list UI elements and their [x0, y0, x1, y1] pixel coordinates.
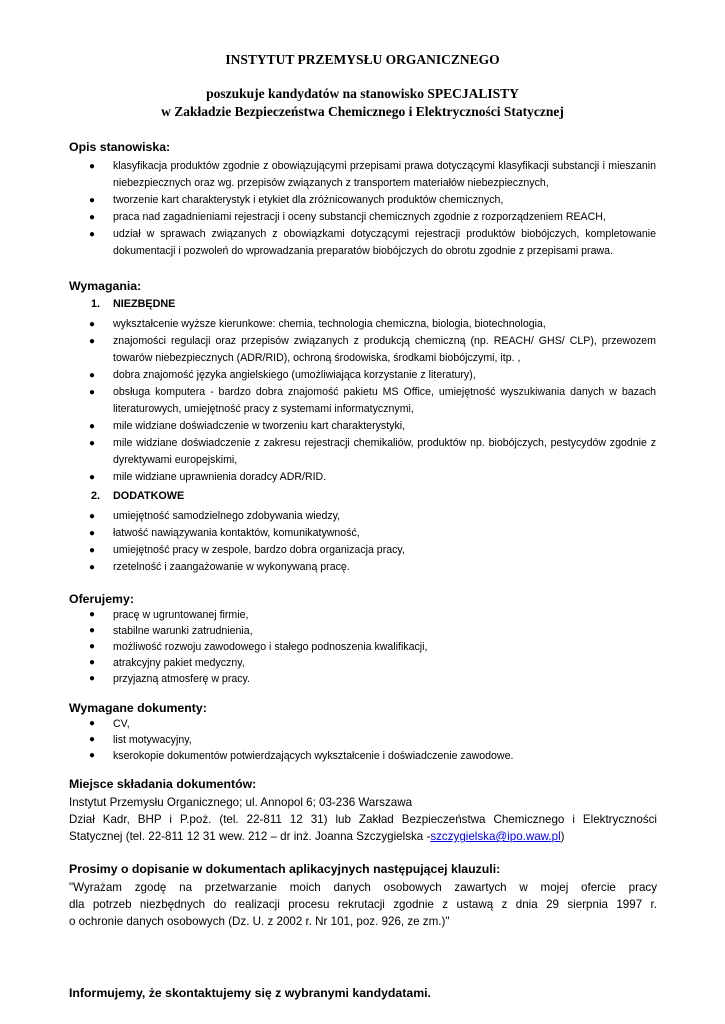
submission-address — [69, 794, 657, 845]
list-item: ● praca nad zagadnieniami rejestracji i oceny substancji chemicznych zgodnie z rozporządzeniem REACH, — [0, 209, 656, 226]
bullet-icon: ● — [89, 718, 96, 729]
bullet-icon: ● — [89, 734, 96, 745]
bullet-icon: ● — [89, 319, 96, 330]
list-item: ● tworzenie kart charakterystyk i etykiet dla zróżnicowanych produktów chemicznych, — [0, 192, 656, 209]
list-item: ● rzetelność i zaangażowanie w wykonywaną pracę. — [0, 559, 656, 576]
bullet-icon: ● — [89, 641, 96, 652]
list-item: ● klasyfikacja produktów zgodnie z obowiązującymi przepisami prawa dotyczącymi klasyfikacji substancji i mieszanin niebezpiecznych oraz wg. przepisów związanych z transportem materiałów niebezpiecznych, — [89, 160, 656, 189]
clause-line: o ochronie danych osobowych (Dz. U. z 2002 r. Nr 101, poz. 926, ze zm.)" — [69, 915, 450, 928]
bullet-icon: ● — [89, 212, 96, 223]
clause-heading: Prosimy o dopisanie w dokumentach aplikacyjnych następującej klauzuli: — [69, 862, 501, 876]
email-link[interactable]: szczygielska@ipo.waw.pl — [430, 830, 561, 843]
clause-line: "Wyrażam zgodę na przetwarzanie moich danych osobowych zawartych w mojej ofercie pracy — [69, 881, 657, 894]
bullet-icon: ● — [89, 545, 96, 556]
bullet-icon: ● — [89, 387, 96, 398]
contact-note: Informujemy, że skontaktujemy się z wybranymi kandydatami. — [69, 986, 431, 1000]
list-item: ● przyjazną atmosferę w pracy. — [89, 673, 250, 685]
bullet-icon: ● — [89, 657, 96, 668]
position-title: poszukuje kandydatów na stanowisko SPECJALISTY — [206, 86, 519, 101]
submission-heading: Miejsce składania dokumentów: — [69, 777, 257, 791]
list-item: ● łatwość nawiązywania kontaktów, komunikatywność, — [0, 525, 656, 542]
list-item: ● obsługa komputera - bardzo dobra znajomość pakietu MS Office, umiejętność wyszukiwania danych w bazach literaturowych, umiejętność pracy z systemami informatycznymi, — [89, 386, 656, 415]
documents-list — [0, 716, 656, 764]
list-item: ● pracę w ugruntowanej firmie, — [89, 609, 249, 621]
bullet-icon: ● — [89, 625, 96, 636]
bullet-icon: ● — [89, 370, 96, 381]
list-item: ● list motywacyjny, — [89, 734, 192, 746]
list-item: ● udział w sprawach związanych z obowiązkami dotyczącymi rejestracji produktów biobójczych, kompletowanie dokumentacji i pozwoleń do wprowadzania preparatów biobójczych do obrotu zgodnie z przepisami prawa. — [89, 228, 656, 257]
offer-list — [0, 607, 656, 687]
bullet-icon: ● — [89, 161, 96, 172]
bullet-icon: ● — [89, 472, 96, 483]
clause-text — [69, 879, 657, 930]
additional-subheading: 2. DODATKOWE — [91, 490, 185, 502]
clause-line: dla potrzeb niezbędnych do realizacji procesu rekrutacji zgodnie z ustawą z dnia 29 sierpnia 1997 r. — [69, 898, 657, 911]
list-item: ● mile widziane doświadczenie z zakresu rejestracji chemikaliów, produktów np. biobójczych, pestycydów zgodnie z dyrektywami europejskimi, — [89, 437, 656, 466]
list-item: ● umiejętność samodzielnego zdobywania wiedzy, — [0, 508, 656, 525]
list-item: ● atrakcyjny pakiet medyczny, — [89, 657, 245, 669]
institute-title: INSTYTUT PRZEMYSŁU ORGANICZNEGO — [225, 52, 500, 67]
job-description-heading: Opis stanowiska: — [69, 140, 171, 154]
offer-heading: Oferujemy: — [69, 592, 134, 606]
bullet-icon: ● — [89, 511, 96, 522]
list-item: ● dobra znajomość języka angielskiego (umożliwiająca korzystanie z literatury), — [0, 367, 656, 384]
bullet-icon: ● — [89, 421, 96, 432]
bullet-icon: ● — [89, 609, 96, 620]
list-item: ● CV, — [89, 718, 130, 730]
bullet-icon: ● — [89, 750, 96, 761]
bullet-icon: ● — [89, 673, 96, 684]
essential-subheading: 1. NIEZBĘDNE — [91, 298, 176, 310]
bullet-icon: ● — [89, 195, 96, 206]
bullet-icon: ● — [89, 438, 96, 449]
address-line: Statycznej (tel. 22-811 12 31 wew. 212 – dr inż. Joanna Szczygielska -szczygielska@ipo.waw.pl) — [69, 830, 565, 843]
bullet-icon: ● — [89, 562, 96, 573]
job-description-list — [0, 158, 656, 260]
list-item: ● wykształcenie wyższe kierunkowe: chemia, technologia chemiczna, biologia, biotechnologia, — [0, 316, 656, 333]
list-item: ● mile widziane doświadczenie w tworzeniu kart charakterystyki, — [0, 418, 656, 435]
department-title: w Zakładzie Bezpieczeństwa Chemicznego i Elektryczności Statycznej — [161, 104, 564, 119]
list-item: ● mile widziane uprawnienia doradcy ADR/RID. — [0, 469, 656, 486]
requirements-heading: Wymagania: — [69, 279, 142, 293]
list-item: ● znajomości regulacji oraz przepisów związanych z produkcją chemiczną (np. REACH/ GHS/ CLP), przewozem towarów niebezpiecznych (ADR/RID), ochroną środowiska, środkami biobójczymi, itp. , — [89, 335, 656, 364]
list-item: ● możliwość rozwoju zawodowego i stałego podnoszenia kwalifikacji, — [89, 641, 428, 653]
bullet-icon: ● — [89, 336, 96, 347]
list-item: ● kserokopie dokumentów potwierdzających wykształcenie i doświadczenie zawodowe. — [89, 750, 514, 762]
address-line: Dział Kadr, BHP i P.poż. (tel. 22-811 12 31) lub Zakład Bezpieczeństwa Chemicznego i Elektryczności — [69, 813, 657, 826]
additional-requirements-list — [0, 508, 656, 576]
bullet-icon: ● — [89, 229, 96, 240]
essential-requirements-list — [0, 316, 656, 486]
address-line: Instytut Przemysłu Organicznego; ul. Annopol 6; 03-236 Warszawa — [69, 796, 413, 809]
list-item: ● umiejętność pracy w zespole, bardzo dobra organizacja pracy, — [0, 542, 656, 559]
bullet-icon: ● — [89, 528, 96, 539]
documents-heading: Wymagane dokumenty: — [69, 701, 207, 715]
list-item: ● stabilne warunki zatrudnienia, — [89, 625, 253, 637]
